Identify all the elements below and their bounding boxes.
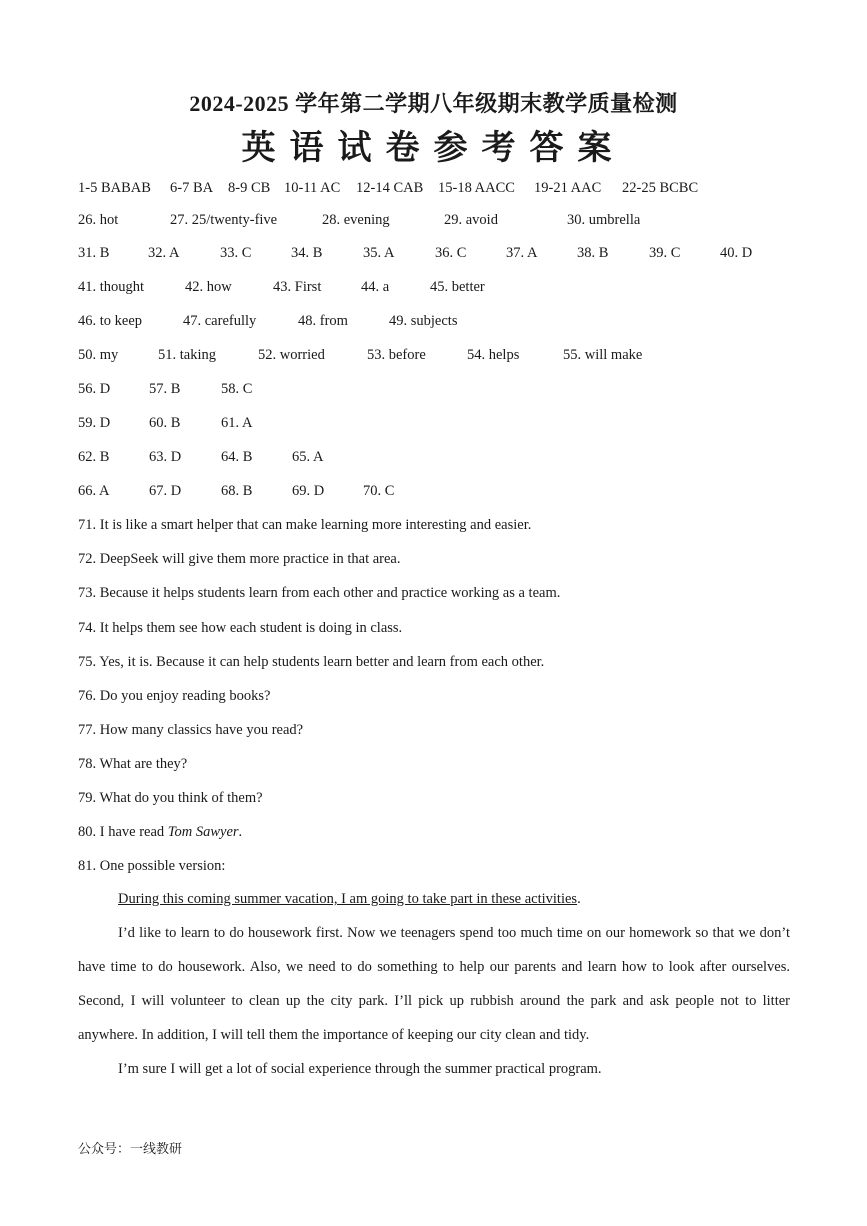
answer-item: 47. carefully (183, 313, 257, 329)
answer-group: 19-21 AAC (534, 180, 602, 196)
answer-71: 71. It is like a smart helper that can make learning more interesting and easier. (78, 517, 532, 533)
essay-first-period: . (577, 891, 581, 907)
answer-72: 72. DeepSeek will give them more practice in that area. (78, 551, 401, 567)
answer-81-label: 81. One possible version: (78, 858, 226, 874)
answer-item: 26. hot (78, 212, 119, 228)
answer-80-suffix: . (238, 824, 243, 840)
answer-73: 73. Because it helps students learn from each other and practice working as a team. (78, 585, 561, 601)
footer-credit: 公众号：一线教研 (78, 1142, 183, 1157)
answer-item: 68. B (221, 483, 253, 499)
answer-item: 57. B (149, 381, 181, 397)
answer-item: 60. B (149, 415, 181, 431)
answer-group: 15-18 AACC (438, 180, 515, 196)
answer-item: 53. before (367, 347, 426, 363)
answer-item: 55. will make (563, 347, 643, 363)
answer-80 (78, 822, 242, 842)
answer-item: 65. A (292, 449, 324, 465)
answer-item: 45. better (430, 279, 485, 295)
answer-item: 62. B (78, 449, 110, 465)
essay-opening (78, 882, 790, 916)
answer-item: 37. A (506, 245, 538, 261)
answer-item: 46. to keep (78, 313, 143, 329)
answer-item: 61. A (221, 415, 253, 431)
essay-conclusion: I’m sure I will get a lot of social experience through the summer practical program. (118, 1061, 602, 1077)
answer-item: 42. how (185, 279, 232, 295)
answer-item: 31. B (78, 245, 110, 261)
essay-first-sentence: During this coming summer vacation, I am going to take part in these activities (118, 891, 578, 907)
answer-key-title: 英语试卷参考答案 (241, 130, 626, 167)
answer-item: 50. my (78, 347, 119, 363)
answer-group: 6-7 BA (170, 180, 214, 196)
book-title: Tom Sawyer (167, 824, 239, 840)
answer-item: 30. umbrella (567, 212, 641, 228)
answer-group: 1-5 BABAB (78, 180, 151, 196)
answer-item: 70. C (363, 483, 395, 499)
answer-item: 27. 25/twenty-five (170, 212, 278, 228)
answer-79: 79. What do you think of them? (78, 790, 263, 806)
answer-74: 74. It helps them see how each student is doing in class. (78, 620, 403, 636)
answer-group: 10-11 AC (284, 180, 341, 196)
answer-item: 51. taking (158, 347, 216, 363)
answer-80-prefix: 80. I have read (78, 824, 168, 840)
answer-item: 41. thought (78, 279, 145, 295)
answer-item: 33. C (220, 245, 252, 261)
answer-group: 8-9 CB (228, 180, 271, 196)
answer-group: 12-14 CAB (356, 180, 424, 196)
answer-item: 67. D (149, 483, 182, 499)
answer-item: 39. C (649, 245, 681, 261)
essay-body: I’d like to learn to do housework first. Now we teenagers spend too much time on our homework so that we don’t have time to do housework. Also, we need to do something to help our parents and learn how to look after ourselves. Second, I will volunteer to clean up the city park. I’ll pick up rubbish around the park and ask people not to litter anywhere. In addition, I will tell them the importance of keeping our city clean and tidy. (78, 925, 790, 1043)
answer-75: 75. Yes, it is. Because it can help students learn better and learn from each other. (78, 654, 545, 670)
answer-item: 54. helps (467, 347, 520, 363)
answer-item: 69. D (292, 483, 325, 499)
answer-item: 58. C (221, 381, 253, 397)
answer-item: 52. worried (258, 347, 325, 363)
answer-item: 64. B (221, 449, 253, 465)
answer-item: 56. D (78, 381, 111, 397)
answer-item: 28. evening (322, 212, 390, 228)
answer-group: 22-25 BCBC (622, 180, 699, 196)
answer-item: 63. D (149, 449, 182, 465)
answer-item: 66. A (78, 483, 110, 499)
answer-item: 40. D (720, 245, 753, 261)
answer-item: 35. A (363, 245, 395, 261)
answer-78: 78. What are they? (78, 756, 188, 772)
answer-76: 76. Do you enjoy reading books? (78, 688, 271, 704)
answer-item: 36. C (435, 245, 467, 261)
answer-item: 49. subjects (389, 313, 458, 329)
answer-item: 38. B (577, 245, 609, 261)
exam-title: 2024-2025 学年第二学期八年级期末教学质量检测 (189, 91, 678, 116)
answer-item: 48. from (298, 313, 348, 329)
answer-item: 43. First (273, 279, 322, 295)
answer-item: 29. avoid (444, 212, 498, 228)
answer-item: 44. a (361, 279, 390, 295)
answer-item: 34. B (291, 245, 323, 261)
answer-item: 59. D (78, 415, 111, 431)
answer-77: 77. How many classics have you read? (78, 722, 304, 738)
answer-item: 32. A (148, 245, 180, 261)
